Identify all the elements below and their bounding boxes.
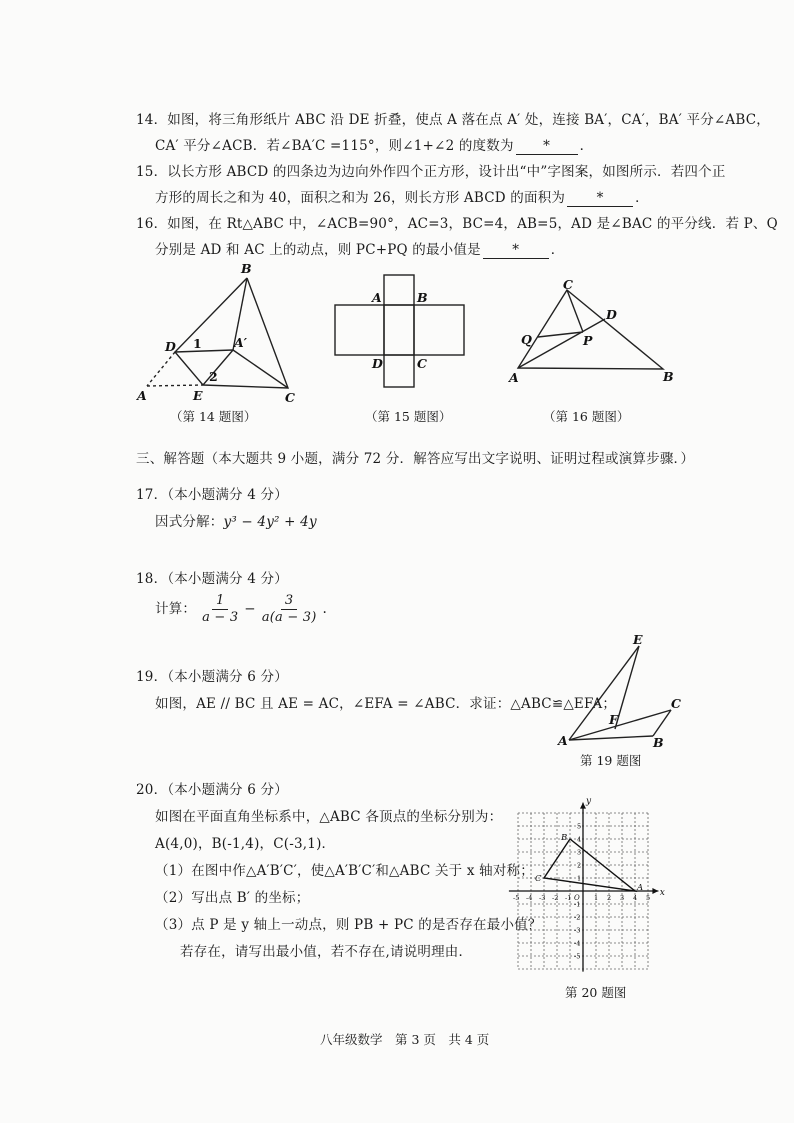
figure-14 bbox=[135, 260, 310, 405]
x-axis-label: x bbox=[659, 888, 665, 898]
fig16-label-P: P bbox=[583, 333, 593, 348]
q14-line2-text: CA′ 平分∠ACB．若∠BA′C =115°，则∠1+∠2 的度数为 bbox=[155, 138, 514, 154]
fig19-label-F: F bbox=[609, 712, 618, 727]
x-tick-label: 1 bbox=[594, 894, 599, 902]
fig15-top-square bbox=[384, 275, 414, 305]
fig16-caption: （第 16 题图） bbox=[543, 409, 630, 424]
point-label-A: A bbox=[637, 883, 644, 893]
q19-body: 如图，AE // BC 且 AE = AC，∠EFA = ∠ABC．求证：△ABC≌△EFA； bbox=[155, 696, 617, 712]
fig14-label-B: B bbox=[241, 261, 252, 276]
q20-item3: （3）点 P 是 y 轴上一动点，则 PB + PC 的是否存在最小值？ bbox=[155, 917, 542, 933]
fig14-CA-prime bbox=[233, 350, 288, 388]
q14-line2 bbox=[155, 134, 593, 155]
figure-16 bbox=[505, 275, 680, 390]
figure-15 bbox=[320, 270, 470, 395]
fig19-label-B: B bbox=[653, 735, 664, 750]
q18-minus: − bbox=[244, 601, 256, 617]
x-tick-label: 3 bbox=[620, 894, 625, 902]
q18-end: . bbox=[322, 601, 327, 617]
q15-line2-text: 方形的周长之和为 40，面积之和为 26，则长方形 ABCD 的面积为 bbox=[155, 190, 566, 206]
fig14-label-C: C bbox=[285, 390, 295, 405]
fig16-triangle-ABC bbox=[518, 290, 663, 369]
fig14-label-1: 1 bbox=[193, 336, 202, 351]
fig15-label-D: D bbox=[372, 356, 383, 371]
y-tick-label: -3 bbox=[574, 926, 581, 935]
page-footer: 八年级数学 第 3 页 共 4 页 bbox=[320, 1032, 490, 1047]
fig19-caption: 第 19 题图 bbox=[580, 753, 642, 768]
y-tick-label: 1 bbox=[577, 874, 582, 883]
q16-line2 bbox=[155, 238, 564, 259]
x-axis-arrow bbox=[652, 888, 658, 894]
q18-f2-numerator: 3 bbox=[281, 593, 297, 610]
fig14-DA-prime bbox=[175, 350, 233, 352]
q16-line1: 16．如图，在 Rt△ABC 中，∠ACB=90°，AC=3，BC=4，AB=5，AD 是∠BAC 的平分线．若 P、Q bbox=[136, 216, 778, 232]
fig19-EF bbox=[615, 646, 639, 729]
q18-prompt: 计算： bbox=[155, 601, 197, 617]
fig14-label-A: A bbox=[137, 388, 147, 403]
fig19-label-C: C bbox=[671, 696, 681, 711]
q15-line2 bbox=[155, 186, 649, 207]
fig16-label-B: B bbox=[663, 369, 674, 384]
q14-line1: 14．如图，将三角形纸片 ABC 沿 DE 折叠，使点 A 落在点 A′ 处，连接 BA′，CA′，BA′ 平分∠ABC， bbox=[136, 112, 770, 128]
q20-item3b: 若存在，请写出最小值，若不存在,请说明理由． bbox=[180, 944, 473, 960]
y-tick-label: -5 bbox=[574, 952, 581, 961]
fig14-label-2: 2 bbox=[209, 369, 218, 384]
q18-f1-denominator: a − 3 bbox=[202, 610, 239, 625]
q16-line2-text: 分别是 AD 和 AC 上的动点，则 PC+PQ 的最小值是 bbox=[155, 242, 481, 258]
q18-f2-denominator: a(a − 3) bbox=[261, 610, 317, 625]
fig15-bottom-square bbox=[384, 355, 414, 387]
triangle-ABC bbox=[544, 839, 635, 891]
y-tick-label: 3 bbox=[577, 848, 582, 857]
fig14-dashed-AE bbox=[147, 385, 203, 386]
point-label-C: C bbox=[535, 874, 542, 884]
fig19-label-A: A bbox=[558, 733, 568, 748]
x-tick-label: -5 bbox=[513, 894, 520, 902]
fig16-label-Q: Q bbox=[521, 332, 532, 347]
fig15-label-C: C bbox=[417, 356, 427, 371]
fig14-dashed-DA bbox=[147, 352, 175, 386]
q18-body bbox=[155, 593, 327, 626]
fig19-label-E: E bbox=[633, 632, 643, 647]
y-tick-label: 4 bbox=[577, 835, 582, 844]
fig14-label-E: E bbox=[193, 388, 203, 403]
x-tick-label: 2 bbox=[607, 894, 612, 902]
q17-prompt: 因式分解： bbox=[155, 514, 224, 530]
fig19-AE bbox=[569, 646, 639, 740]
q18-fraction-2 bbox=[258, 593, 321, 626]
fig15-label-A: A bbox=[372, 290, 382, 305]
q16-answer-blank[interactable]: * bbox=[483, 242, 549, 259]
section-3-heading: 三、解答题（本大题共 9 小题，满分 72 分．解答应写出文字说明、证明过程或演算步骤．） bbox=[136, 451, 695, 467]
fig15-right-rect bbox=[414, 305, 464, 355]
q15-end: ． bbox=[635, 190, 649, 206]
fig16-label-A: A bbox=[509, 370, 519, 385]
q18-fraction-1 bbox=[198, 593, 242, 626]
fig16-label-D: D bbox=[606, 307, 617, 322]
x-tick-label: 5 bbox=[646, 894, 651, 902]
fig15-rectangle-ABCD bbox=[384, 305, 414, 355]
q20-item1: （1）在图中作△A′B′C′，使△A′B′C′和△ABC 关于 x 轴对称； bbox=[155, 863, 534, 879]
q18-heading: 18．（本小题满分 4 分） bbox=[136, 571, 288, 587]
origin-label: O bbox=[574, 894, 580, 902]
x-tick-label: -1 bbox=[565, 894, 572, 902]
figure-20-coordinate-grid bbox=[505, 795, 680, 980]
q15-line1: 15．以长方形 ABCD 的四条边为边向外作四个正方形，设计出“中”字图案，如图所示．若四个正 bbox=[136, 164, 726, 180]
q17-expression: y³ − 4y² + 4y bbox=[223, 514, 317, 530]
q20-heading: 20．（本小题满分 6 分） bbox=[136, 782, 288, 798]
figure-19 bbox=[555, 632, 690, 750]
q16-end: ． bbox=[550, 242, 565, 258]
y-tick-label: 5 bbox=[577, 822, 582, 831]
q14-answer-blank[interactable]: * bbox=[516, 138, 578, 155]
y-tick-label: -4 bbox=[574, 939, 581, 948]
y-tick-label: 2 bbox=[577, 861, 582, 870]
q15-answer-blank[interactable]: * bbox=[567, 190, 633, 207]
x-tick-label: -2 bbox=[552, 894, 559, 902]
fig15-caption: （第 15 题图） bbox=[365, 409, 452, 424]
q17-heading: 17．（本小题满分 4 分） bbox=[136, 487, 288, 503]
point-label-B: B bbox=[561, 833, 568, 843]
q20-line1: 如图在平面直角坐标系中，△ABC 各顶点的坐标分别为： bbox=[155, 809, 503, 825]
fig15-label-B: B bbox=[417, 290, 428, 305]
y-tick-label: -1 bbox=[574, 900, 581, 909]
q17-body bbox=[155, 510, 317, 530]
fig14-caption: （第 14 题图） bbox=[170, 409, 257, 424]
q20-line2: A(4,0)，B(-1,4)，C(-3,1)． bbox=[155, 836, 336, 852]
x-tick-label: -4 bbox=[526, 894, 533, 902]
fig14-triangle-BDEC bbox=[175, 278, 288, 388]
y-axis-label: y bbox=[586, 796, 592, 807]
q19-heading: 19．（本小题满分 6 分） bbox=[136, 669, 288, 685]
q20-item2: （2）写出点 B′ 的坐标； bbox=[155, 890, 310, 906]
q14-end: ． bbox=[579, 138, 594, 154]
y-tick-label: -2 bbox=[574, 913, 581, 922]
fig20-caption: 第 20 题图 bbox=[565, 985, 627, 1000]
fig14-EA-prime bbox=[203, 350, 233, 385]
x-tick-label: -3 bbox=[539, 894, 546, 902]
fig16-label-C: C bbox=[563, 277, 573, 292]
fig14-label-A-prime: A′ bbox=[234, 335, 247, 350]
fig15-left-rect bbox=[335, 305, 384, 355]
x-tick-label: 4 bbox=[633, 894, 638, 902]
fig14-label-D: D bbox=[165, 339, 176, 354]
q18-f1-numerator: 1 bbox=[212, 593, 228, 610]
